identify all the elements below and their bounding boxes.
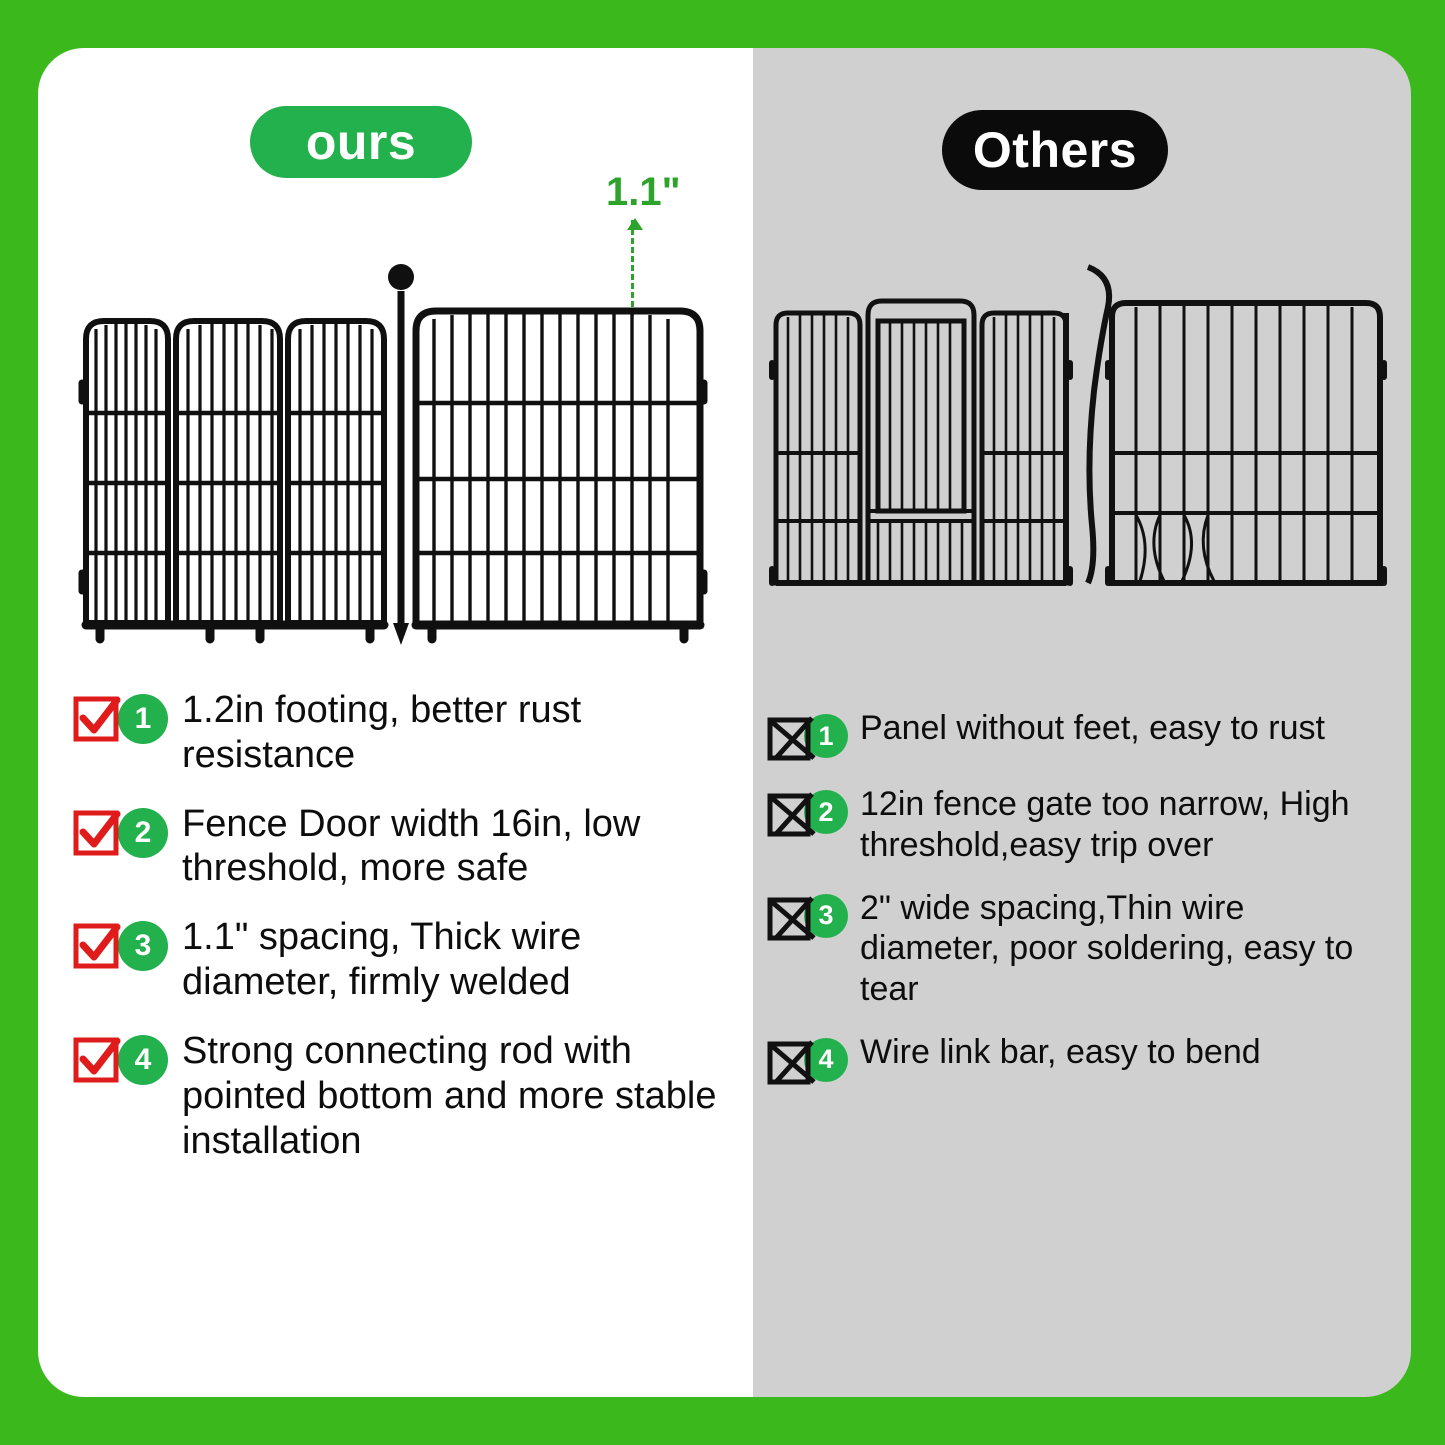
list-item xyxy=(766,888,1386,1010)
black-crossed-checkbox-icon xyxy=(766,790,818,838)
item-text: 2" wide spacing,Thin wire diameter, poor soldering, easy to tear xyxy=(860,888,1354,1009)
list-item xyxy=(766,708,1386,762)
black-crossed-checkbox-icon xyxy=(766,1038,818,1086)
others-fence-illustration xyxy=(768,253,1393,643)
black-crossed-checkbox-icon xyxy=(766,714,818,762)
item-text: Strong connecting rod with pointed bottom and more stable installation xyxy=(182,1029,717,1162)
red-checkbox-icon xyxy=(72,694,124,742)
item-text: Wire link bar, easy to bend xyxy=(860,1032,1261,1071)
others-panel xyxy=(746,48,1411,1397)
item-text: Panel without feet, easy to rust xyxy=(860,709,1325,747)
item-number: 4 xyxy=(118,1035,168,1085)
item-number: 4 xyxy=(804,1038,848,1082)
list-item xyxy=(766,1032,1386,1086)
ours-panel xyxy=(38,48,753,1397)
item-text: Fence Door width 16in, low threshold, more safe xyxy=(182,802,641,890)
red-checkbox-icon xyxy=(72,921,124,969)
red-checkbox-icon xyxy=(72,808,124,856)
item-number: 3 xyxy=(804,894,848,938)
list-item xyxy=(72,1029,732,1163)
ours-badge: ours xyxy=(250,106,472,178)
item-number: 2 xyxy=(118,808,168,858)
list-item xyxy=(766,784,1386,866)
spacing-dimension-label: 1.1" xyxy=(606,170,681,214)
others-badge: Others xyxy=(942,110,1168,190)
item-number: 3 xyxy=(118,921,168,971)
item-number: 1 xyxy=(804,714,848,758)
black-crossed-checkbox-icon xyxy=(766,894,818,942)
list-item xyxy=(72,915,732,1005)
item-number: 2 xyxy=(804,790,848,834)
item-text: 12in fence gate too narrow, High threshold,easy trip over xyxy=(860,785,1350,864)
list-item xyxy=(72,802,732,892)
ours-fence-illustration xyxy=(60,233,732,653)
red-checkbox-icon xyxy=(72,1035,124,1083)
item-number: 1 xyxy=(118,694,168,744)
list-item xyxy=(72,688,732,778)
others-feature-list xyxy=(766,708,1386,1108)
item-text: 1.1" spacing, Thick wire diameter, firmly welded xyxy=(182,916,582,1004)
ours-feature-list xyxy=(72,688,732,1187)
item-text: 1.2in footing, better rust resistance xyxy=(182,689,582,776)
